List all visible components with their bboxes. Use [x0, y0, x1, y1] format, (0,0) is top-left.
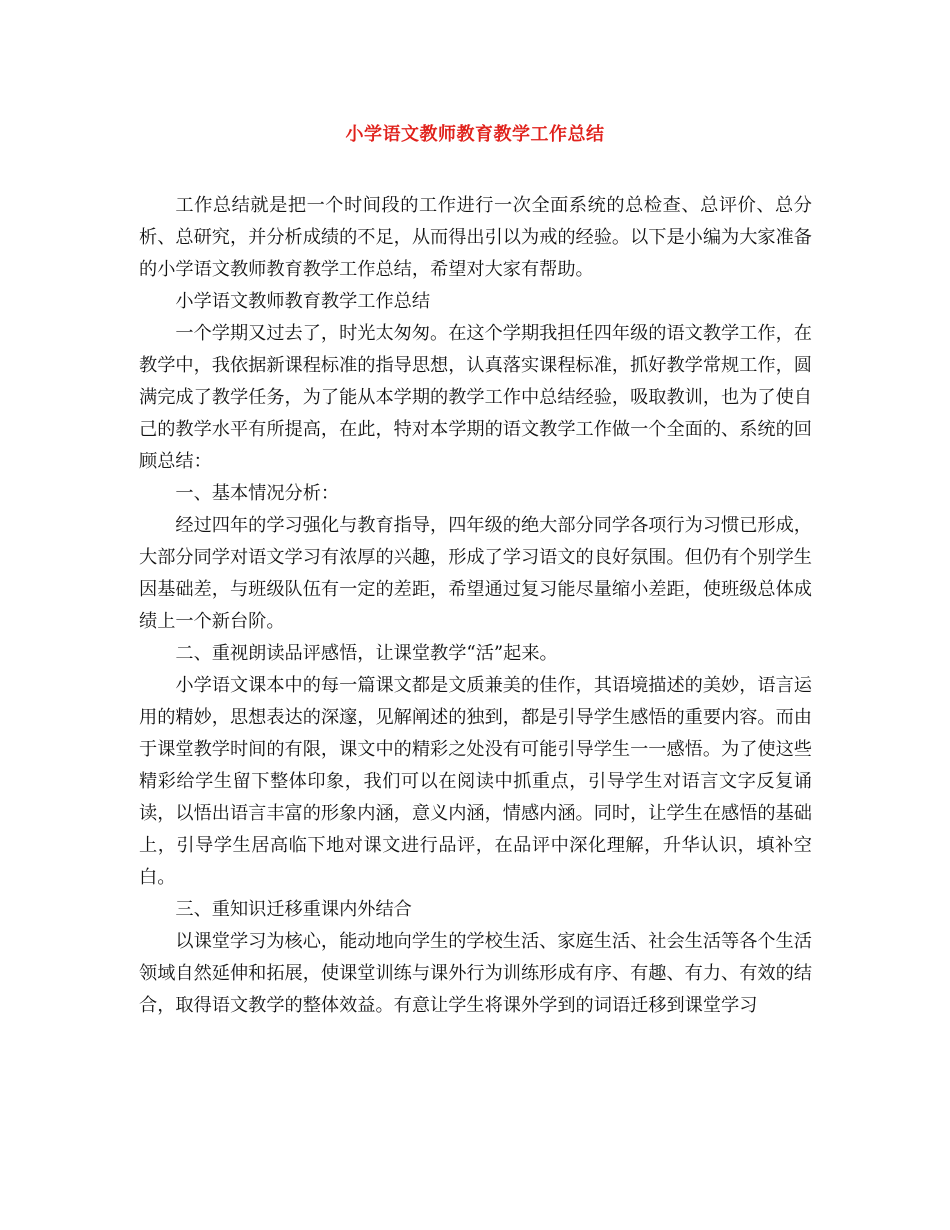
- section-heading-1: 一、基本情况分析：: [175, 483, 340, 504]
- paragraph-section-2: 小学语文课本中的每一篇课文都是文质兼美的佳作，其语境描述的美妙，语言运用的精妙，思想表达的深邃，见解阐述的独到，都是引导学生感悟的重要内容。而由于课堂教学时间的有限，课文中的精彩之处没有可能引导学生一一感悟。为了使这些精彩给学生留下整体印象，我们可以在阅读中抓重点，引导学生对语言文字反复诵读，以悟出语言丰富的形象内涵，意义内涵，情感内涵。同时，让学生在感悟的基础上，引导学生居高临下地对课文进行品评，在品评中深化理解，升华认识，填补空白。: [139, 675, 812, 888]
- paragraph-intro: 工作总结就是把一个时间段的工作进行一次全面系统的总检查、总评价、总分析、总研究，并分析成绩的不足，从而得出引以为戒的经验。以下是小编为大家准备的小学语文教师教育教学工作总结，希望对大家有帮助。: [139, 195, 812, 280]
- document-title: 小学语文教师教育教学工作总结: [345, 124, 605, 145]
- section-heading-3: 三、重知识迁移重课内外结合: [175, 899, 412, 920]
- paragraph-subtitle: 小学语文教师教育教学工作总结: [175, 291, 431, 312]
- paragraph-opening: 一个学期又过去了，时光太匆匆。在这个学期我担任四年级的语文教学工作，在教学中，我依据新课程标准的指导思想，认真落实课程标准，抓好教学常规工作，圆满完成了教学任务，为了能从本学期的教学工作中总结经验，吸取教训，也为了使自己的教学水平有所提高，在此，特对本学期的语文教学工作做一个全面的、系统的回顾总结：: [139, 323, 812, 472]
- section-heading-2: 二、重视朗读品评感悟，让课堂教学“活”起来。: [175, 643, 558, 664]
- paragraph-section-1: 经过四年的学习强化与教育指导，四年级的绝大部分同学各项行为习惯已形成，大部分同学对语文学习有浓厚的兴趣，形成了学习语文的良好氛围。但仍有个别学生因基础差，与班级队伍有一定的差距，希望通过复习能尽量缩小差距，使班级总体成绩上一个新台阶。: [139, 515, 812, 632]
- document-body: [139, 190, 812, 1022]
- paragraph-section-3: 以课堂学习为核心，能动地向学生的学校生活、家庭生活、社会生活等各个生活领域自然延伸和拓展，使课堂训练与课外行为训练形成有序、有趣、有力、有效的结合，取得语文教学的整体效益。有意让学生将课外学到的词语迁移到课堂学习: [139, 931, 812, 1016]
